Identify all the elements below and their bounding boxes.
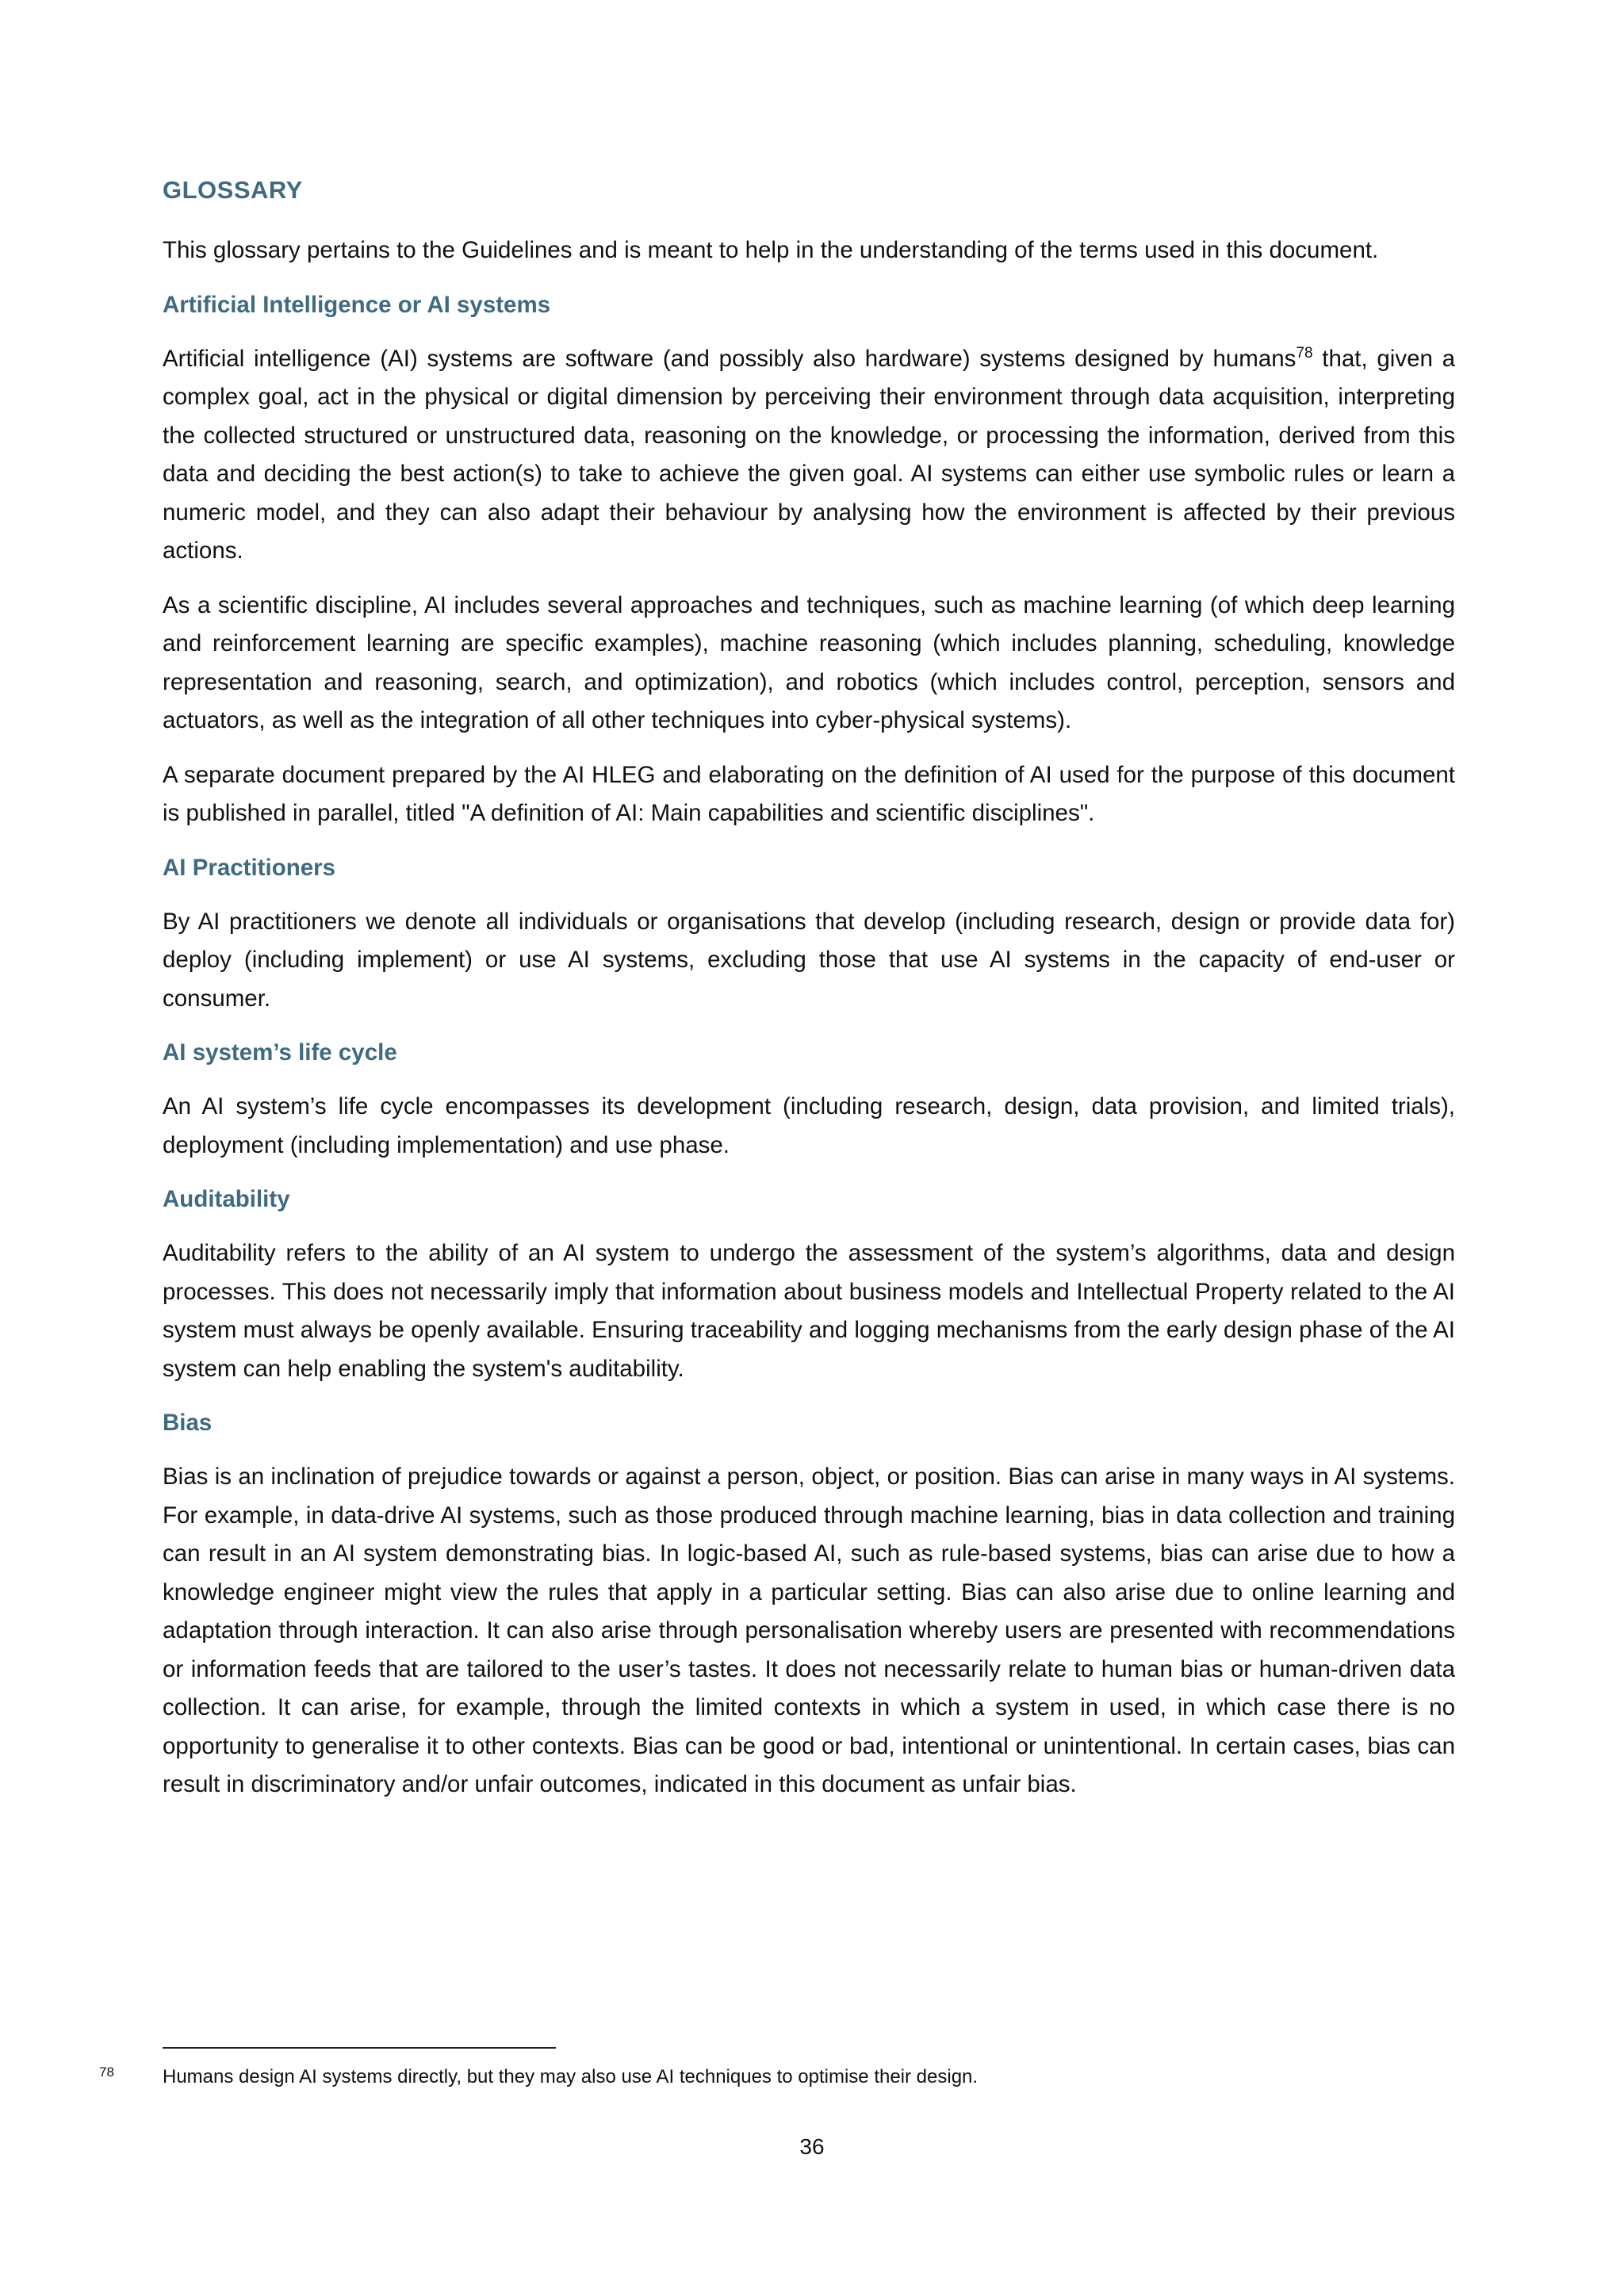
glossary-intro: This glossary pertains to the Guidelines and is meant to help in the understanding of the terms used in this document. bbox=[163, 237, 1379, 263]
footnote-reference-78: 78 bbox=[1296, 344, 1313, 362]
footnote-number: 78 bbox=[99, 2064, 114, 2080]
definition-auditability: Auditability refers to the ability of an AI system to undergo the assessment of the system’s algorithms, data and design processes. This does not necessarily imply that information about business models and Intellectual Property related to the AI system must always be openly available. Ensuring traceability and logging mechanisms from the early design phase of the AI system can help enabling the system's auditability. bbox=[163, 1240, 1455, 1382]
definition-ai-systems-p3: A separate document prepared by the AI HLEG and elaborating on the definition of AI used for the purpose of this document is published in parallel, titled "A definition of AI: Main capabilities and scientific disciplines". bbox=[163, 761, 1455, 826]
definition-ai-systems-p1-head: Artificial intelligence (AI) systems are software (and possibly also hardware) systems designed by humans bbox=[163, 345, 1297, 372]
term-auditability: Auditability bbox=[163, 1186, 290, 1212]
term-ai-systems: Artificial Intelligence or AI systems bbox=[163, 291, 551, 318]
definition-ai-systems-p1 bbox=[163, 340, 1455, 571]
term-bias: Bias bbox=[163, 1410, 213, 1436]
term-ai-practitioners: AI Practitioners bbox=[163, 854, 336, 881]
definition-ai-life-cycle: An AI system’s life cycle encompasses its development (including research, design, data provision, and limited trials), deployment (including implementation) and use phase. bbox=[163, 1093, 1455, 1158]
page-content bbox=[163, 173, 1455, 1820]
section-heading-glossary: GLOSSARY bbox=[163, 176, 303, 204]
definition-bias: Bias is an inclination of prejudice towards or against a person, object, or position. Bias can arise in many ways in AI systems. For example, in data-drive AI systems, such as those produced through machine learning, bias in data collection and training can result in an AI system demonstrating bias. In logic-based AI, such as rule-based systems, bias can arise due to how a knowledge engineer might view the rules that apply in a particular setting. Bias can also arise due to online learning and adaptation through interaction. It can also arise through personalisation whereby users are presented with recommendations or information feeds that are tailored to the user’s tastes. It does not necessarily relate to human bias or human-driven data collection. It can arise, for example, through the limited contexts in which a system in used, in which case there is no opportunity to generalise it to other contexts. Bias can be good or bad, intentional or unintentional. In certain cases, bias can result in discriminatory and/or unfair outcomes, indicated in this document as unfair bias. bbox=[163, 1464, 1455, 1797]
footnote-separator bbox=[163, 2047, 556, 2049]
definition-ai-systems-p2: As a scientific discipline, AI includes several approaches and techniques, such as machine learning (of which deep learning and reinforcement learning are specific examples), machine reasoning (which includes planning, scheduling, knowledge representation and reasoning, search, and optimization), and robotics (which includes control, perception, sensors and actuators, as well as the integration of all other techniques into cyber-physical systems). bbox=[163, 591, 1455, 733]
term-ai-life-cycle: AI system’s life cycle bbox=[163, 1039, 397, 1066]
page-number: 36 bbox=[799, 2134, 825, 2159]
definition-ai-systems-p1-tail: that, given a complex goal, act in the physical or digital dimension by perceiving their environment through data acquisition, interpreting the collected structured or unstructured data, reasoning on the knowledge, or processing the information, derived from this data and deciding the best action(s) to take to achieve the given goal. AI systems can either use symbolic rules or learn a numeric model, and they can also adapt their behaviour by analysing how the environment is affected by their previous actions. bbox=[163, 345, 1456, 564]
footnote-text: Humans design AI systems directly, but they may also use AI techniques to optimise their design. bbox=[163, 2066, 979, 2087]
definition-ai-practitioners: By AI practitioners we denote all individuals or organisations that develop (including research, design or provide data for) deploy (including implement) or use AI systems, excluding those that use AI systems in the capacity of end-user or consumer. bbox=[163, 908, 1455, 1012]
